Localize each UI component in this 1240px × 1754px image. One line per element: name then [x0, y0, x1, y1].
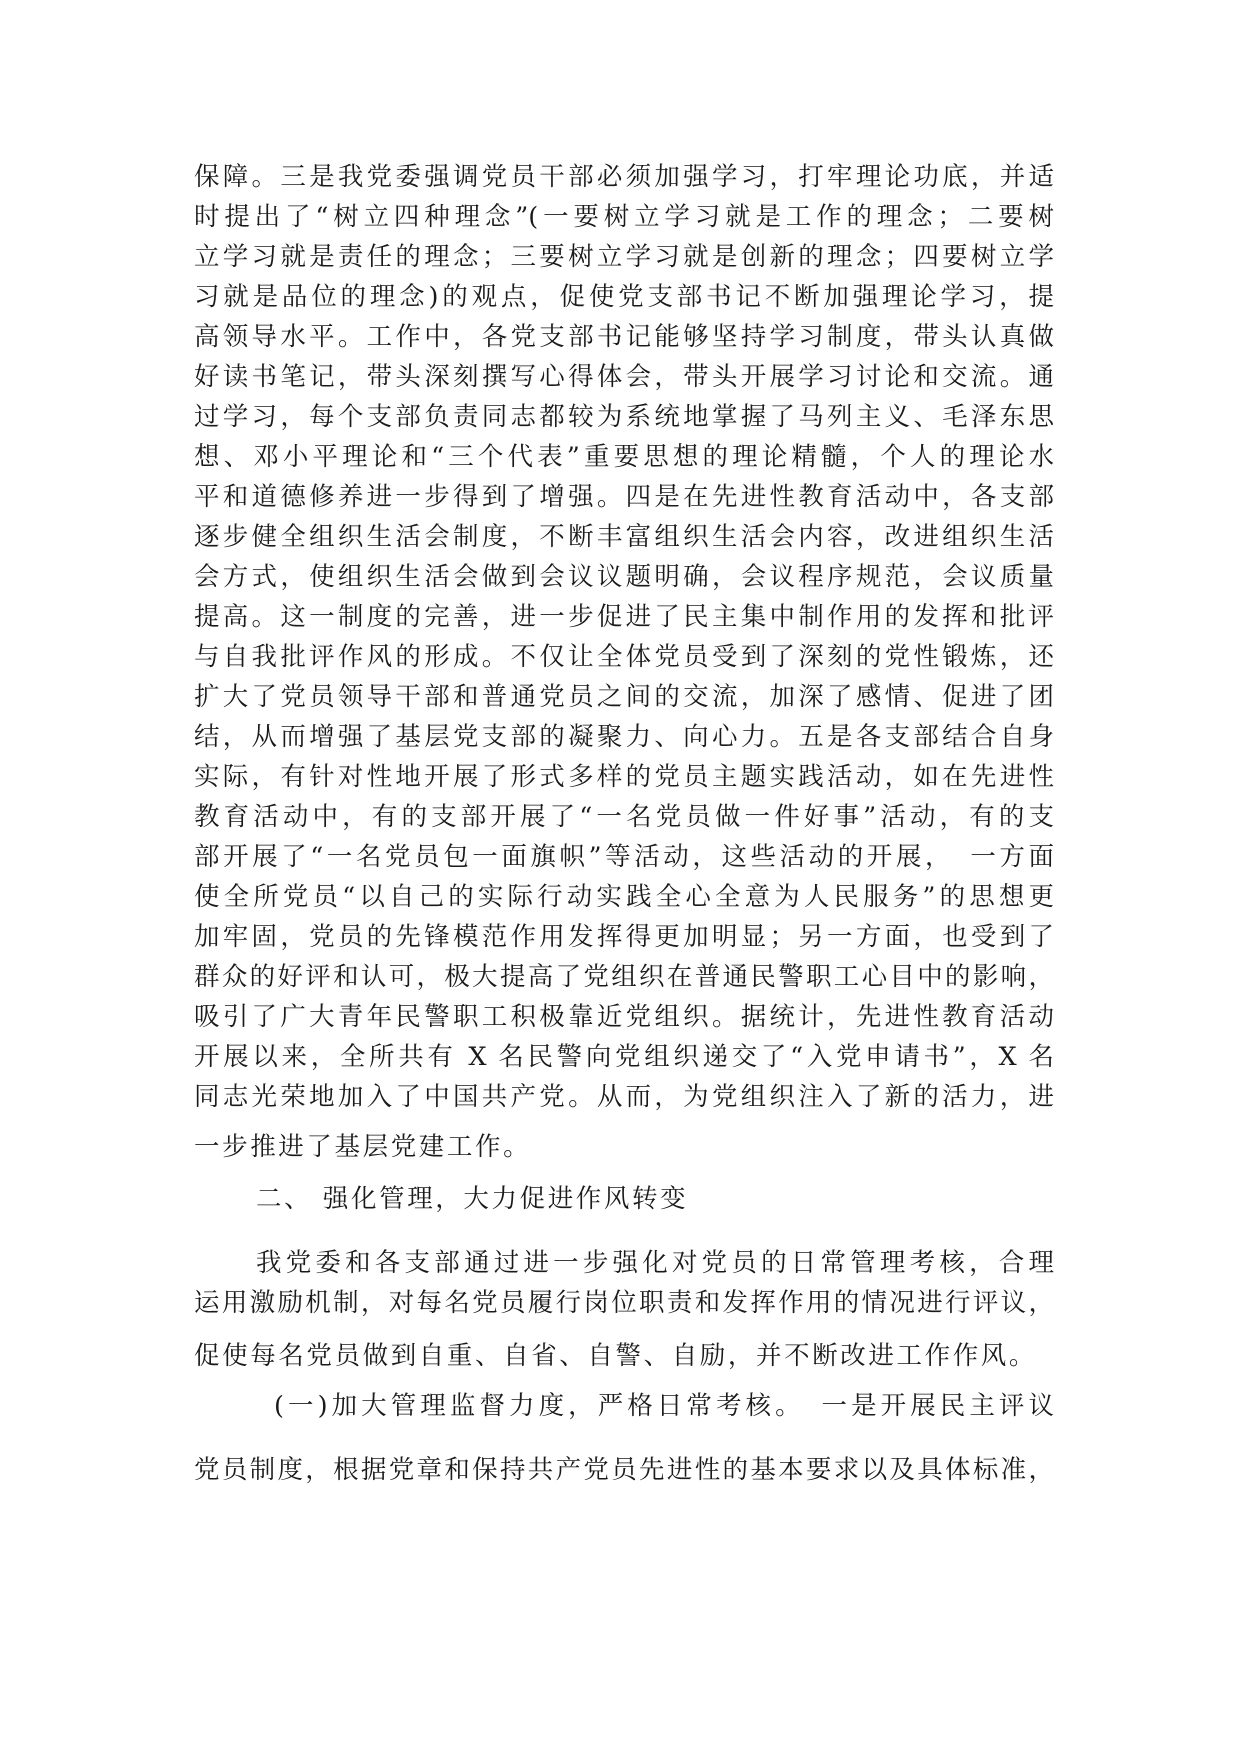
- paragraph-line: 过学习，每个支部负责同志都较为系统地掌握了马列主义、毛泽东思: [194, 402, 1054, 432]
- paragraph-line: 提高。这一制度的完善，进一步促进了民主集中制作用的发挥和批评: [194, 602, 1054, 632]
- paragraph-line: 吸引了广大青年民警职工积极靠近党组织。据统计，先进性教育活动: [194, 1002, 1054, 1032]
- paragraph-line: 促使每名党员做到自重、自省、自警、自励，并不断改进工作作风。: [194, 1341, 1038, 1371]
- paragraph-line: 使全所党员“以自己的实际行动实践全心全意为人民服务”的思想更: [194, 882, 1054, 912]
- paragraph-line: 加牢固，党员的先锋模范作用发挥得更加明显；另一方面，也受到了: [194, 922, 1054, 952]
- subsection-line: (一)加大管理监督力度，严格日常考核。 一是开展民主评议: [274, 1391, 1054, 1421]
- paragraph-line: 开展以来，全所共有 X 名民警向党组织递交了“入党申请书”，X 名: [194, 1042, 1054, 1072]
- paragraph-line: 群众的好评和认可，极大提高了党组织在普通民警职工心目中的影响，: [194, 962, 1054, 992]
- paragraph-line: 时提出了“树立四种理念”(一要树立学习就是工作的理念；二要树: [194, 202, 1054, 232]
- paragraph-line: 结，从而增强了基层党支部的凝聚力、向心力。五是各支部结合自身: [194, 722, 1054, 752]
- paragraph-line: 想、邓小平理论和“三个代表”重要思想的理论精髓，个人的理论水: [194, 442, 1054, 472]
- paragraph-line: 平和道德修养进一步得到了增强。四是在先进性教育活动中，各支部: [194, 482, 1054, 512]
- paragraph-line: 教育活动中，有的支部开展了“一名党员做一件好事”活动，有的支: [194, 802, 1054, 832]
- paragraph-line: 好读书笔记，带头深刻撰写心得体会，带头开展学习讨论和交流。通: [194, 362, 1054, 392]
- paragraph-line: 同志光荣地加入了中国共产党。从而，为党组织注入了新的活力，进: [194, 1082, 1054, 1112]
- paragraph-line: 一步推进了基层党建工作。: [194, 1132, 532, 1162]
- paragraph-line: 高领导水平。工作中，各党支部书记能够坚持学习制度，带头认真做: [194, 322, 1054, 352]
- paragraph-line: 逐步健全组织生活会制度，不断丰富组织生活会内容，改进组织生活: [194, 522, 1054, 552]
- paragraph-line: 习就是品位的理念)的观点，促使党支部书记不断加强理论学习，提: [194, 282, 1054, 312]
- paragraph-line: 扩大了党员领导干部和普通党员之间的交流，加深了感情、促进了团: [194, 682, 1054, 712]
- paragraph-line: 党员制度，根据党章和保持共产党员先进性的基本要求以及具体标准，: [194, 1455, 1054, 1485]
- paragraph-line: 运用激励机制，对每名党员履行岗位职责和发挥作用的情况进行评议，: [194, 1288, 1054, 1318]
- paragraph-line: 会方式，使组织生活会做到会议议题明确，会议程序规范，会议质量: [194, 562, 1054, 592]
- paragraph-line: 立学习就是责任的理念；三要树立学习就是创新的理念；四要树立学: [194, 242, 1054, 272]
- paragraph-line: 实际，有针对性地开展了形式多样的党员主题实践活动，如在先进性: [194, 762, 1054, 792]
- section-heading: 二、 强化管理，大力促进作风转变: [256, 1184, 689, 1214]
- paragraph-line: 部开展了“一名党员包一面旗帜”等活动，这些活动的开展， 一方面: [194, 842, 1054, 872]
- paragraph-line: 与自我批评作风的形成。不仅让全体党员受到了深刻的党性锻炼，还: [194, 642, 1054, 672]
- paragraph-line: 我党委和各支部通过进一步强化对党员的日常管理考核，合理: [256, 1248, 1054, 1278]
- paragraph-line: 保障。三是我党委强调党员干部必须加强学习，打牢理论功底，并适: [194, 162, 1054, 192]
